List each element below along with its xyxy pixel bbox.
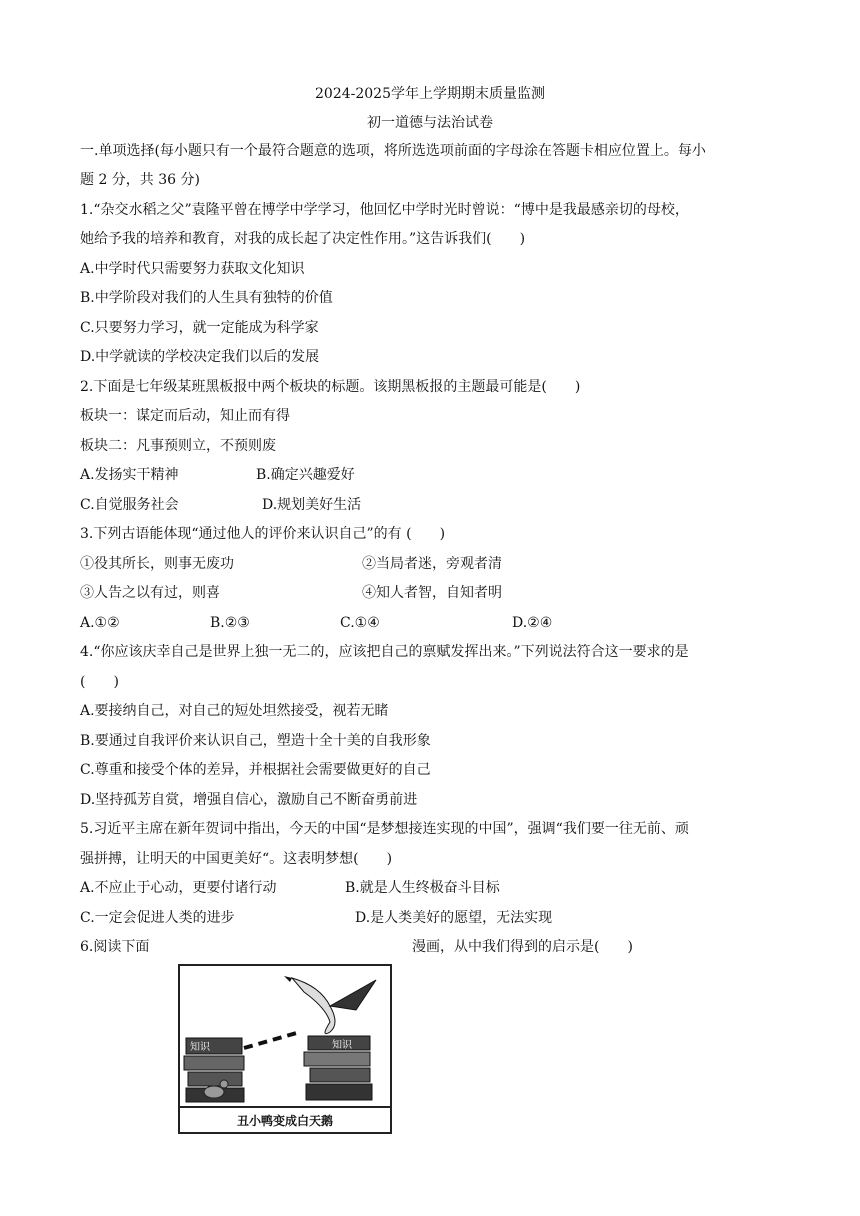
q5-option-a: A.不应止于心动，更要付诸行动 [80, 880, 277, 896]
q4-option-a: A.要接纳自己，对自己的短处坦然接受，视若无睹 [80, 703, 389, 719]
q6-stem-part1: 6.阅读下面 [80, 939, 150, 955]
q5-option-c: C.一定会促进人类的进步 [80, 910, 235, 926]
q1-option-d: D.中学就读的学校决定我们以后的发展 [80, 349, 320, 365]
q2-block1: 板块一：谋定而后动，知止而有得 [80, 408, 290, 424]
q5-option-b: B.就是人生终极奋斗目标 [345, 880, 500, 896]
comic-caption: 丑小鸭变成白天鹅 [180, 1106, 390, 1132]
exam-title: 2024-2025学年上学期期末质量监测 [315, 86, 545, 102]
q5-stem-line1: 5.习近平主席在新年贺词中指出，今天的中国“是梦想接连实现的中国”，强调“我们要一往无前、顽 [80, 821, 689, 837]
q2-option-a: A.发扬实干精神 [80, 467, 179, 483]
section-intro-line1: 一.单项选择(每小题只有一个最符合题意的选项，将所选选项前面的字母涂在答题卡相应位置上。每小 [80, 143, 706, 159]
q2-option-b: B.确定兴趣爱好 [256, 467, 355, 483]
q3-stem: 3.下列古语能体现“通过他人的评价来认识自己”的有 ( ) [80, 526, 446, 542]
q4-option-b: B.要通过自我评价来认识自己，塑造十全十美的自我形象 [80, 733, 431, 749]
right-book-label: 知识 [332, 1040, 352, 1051]
q2-block2: 板块二：凡事预则立，不预则废 [80, 438, 276, 454]
q1-stem-line1: 1.“杂交水稻之父”袁隆平曾在博学中学学习，他回忆中学时光时曾说：“博中是我最感亲切的母校， [80, 202, 689, 218]
q1-stem-line2: 她给予我的培养和教育，对我的成长起了决定性作用。”这告诉我们( ) [80, 231, 526, 247]
swan-icon [284, 976, 376, 1034]
q2-option-d: D.规划美好生活 [262, 497, 362, 513]
q6-stem-part2: 漫画，从中我们得到的启示是( ) [412, 939, 633, 955]
q3-statement-4: ④知人者智，自知者明 [362, 585, 502, 601]
left-book-label: 知识 [190, 1042, 210, 1053]
q1-option-c: C.只要努力学习，就一定能成为科学家 [80, 320, 319, 336]
q2-option-c: C.自觉服务社会 [80, 497, 179, 513]
q3-option-a: A.①② [80, 615, 120, 631]
dashed-path [244, 1032, 300, 1048]
section-intro-line2: 题 2 分，共 36 分) [80, 172, 200, 188]
q4-option-d: D.坚持孤芳自赏，增强自信心，激励自己不断奋勇前进 [80, 792, 418, 808]
q4-stem-line2: ( ) [80, 674, 119, 690]
paper-title: 初一道德与法治试卷 [367, 115, 493, 131]
q1-option-a: A.中学时代只需要努力获取文化知识 [80, 261, 305, 277]
q4-option-c: C.尊重和接受个体的差异，并根据社会需要做更好的自己 [80, 762, 431, 778]
comic-illustration [178, 964, 392, 1134]
comic-drawing [180, 966, 390, 1106]
q5-stem-line2: 强拼搏，让明天的中国更美好“。这表明梦想( ) [80, 851, 393, 867]
q3-option-c: C.①④ [340, 615, 380, 631]
q3-option-d: D.②④ [512, 615, 553, 631]
q1-option-b: B.中学阶段对我们的人生具有独特的价值 [80, 290, 333, 306]
q3-statement-3: ③人告之以有过，则喜 [80, 585, 220, 601]
q4-stem-line1: 4.“你应该庆幸自己是世界上独一无二的，应该把自己的禀赋发挥出来。”下列说法符合这一要求的是 [80, 644, 689, 660]
q3-statement-2: ②当局者迷，旁观者清 [362, 556, 502, 572]
q3-option-b: B.②③ [210, 615, 250, 631]
q5-option-d: D.是人类美好的愿望，无法实现 [355, 910, 553, 926]
q3-statement-1: ①役其所长，则事无废功 [80, 556, 234, 572]
q2-stem: 2.下面是七年级某班黑板报中两个板块的标题。该期黑板报的主题最可能是( ) [80, 379, 581, 395]
